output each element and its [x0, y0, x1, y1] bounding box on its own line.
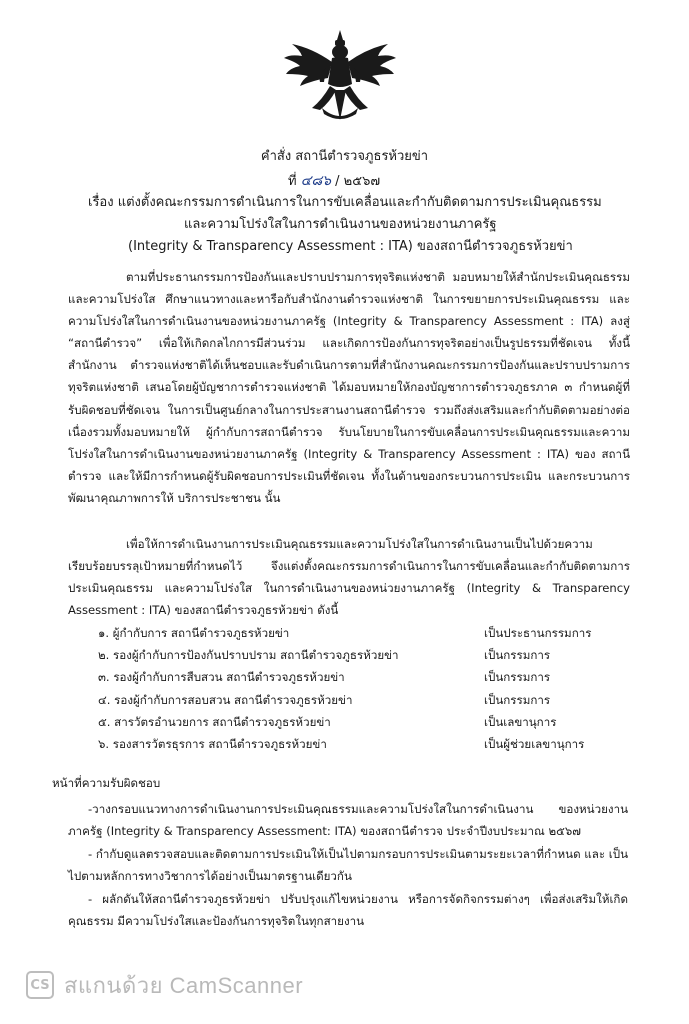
member-role: เป็นกรรมการ	[484, 648, 551, 663]
member-number: ๕.	[98, 714, 111, 729]
duty-item-1-text: -วางกรอบแนวทางการดำเนินงานการประเมินคุณธรรมและความโปร่งใสในการดำเนินงาน ของหน่วยงานภาครัฐ (Integrity & Transparency Assessment: ITA) ของสถานีตำรวจ ประจำปีงบประมาณ ๒๕๖๗	[68, 802, 628, 839]
member-name: รองผู้กำกับการสอบสวน สถานีตำรวจภูธรห้วยข่า	[114, 692, 353, 707]
order-title	[0, 148, 689, 166]
body-paragraph-1	[68, 266, 630, 509]
member-role: เป็นกรรมการ	[484, 670, 551, 685]
member-name: รองผู้กำกับการป้องกันปราบปราม สถานีตำรวจภูธรห้วยข่า	[113, 648, 399, 663]
watermark-prefix: สแกนด้วย	[64, 972, 163, 998]
duties-heading: หน้าที่ความรับผิดชอบ	[52, 776, 161, 790]
list-item	[98, 711, 608, 733]
order-number-suffix: / ๒๕๖๗	[335, 174, 381, 189]
member-number: ๖.	[98, 736, 110, 751]
committee-members-list	[98, 622, 608, 755]
garuda-emblem-icon	[282, 28, 398, 124]
order-number	[288, 170, 380, 192]
member-name: รองผู้กำกับการสืบสวน สถานีตำรวจภูธรห้วยข่า	[113, 670, 345, 685]
subject-line-3: (Integrity & Transparency Assessment : ITA) ของสถานีตำรวจภูธรห้วยข่า	[128, 239, 573, 254]
duty-item-1	[68, 798, 628, 843]
subject-line-1: เรื่อง แต่งตั้งคณะกรรมการดำเนินการในการขับเคลื่อนและกำกับติดตามการประเมินคุณธรรม	[88, 195, 602, 210]
member-number: ๑.	[98, 626, 110, 640]
member-role: เป็นผู้ช่วยเลขานุการ	[484, 736, 585, 751]
subject-block	[88, 192, 608, 258]
order-title-text: คำสั่ง สถานีตำรวจภูธรห้วยข่า	[260, 149, 429, 164]
order-number-prefix: ที่	[288, 174, 297, 189]
member-role: เป็นกรรมการ	[484, 692, 551, 707]
member-name: ผู้กำกับการ สถานีตำรวจภูธรห้วยข่า	[112, 626, 290, 640]
subject-line-2: และความโปร่งใสในการดำเนินงานของหน่วยงานภาครัฐ	[184, 217, 497, 232]
body-paragraph-2-text: เพื่อให้การดำเนินงานการประเมินคุณธรรมและความโปร่งใสในการดำเนินงานเป็นไปด้วยความเรียบร้อยบรรลุเป้าหมายที่กำหนดไว้ จึงแต่งตั้งคณะกรรมการดำเนินการในการขับเคลื่อนและกำกับติดตามการประเมินคุณธรรม และความโปร่งใส ในการดำเนินงานของหน่วยงานภาครัฐ (Integrity & Transparency Assessment : ITA) ของสถานีตำรวจภูธรห้วยข่า ดังนี้	[68, 537, 630, 618]
member-number: ๒.	[98, 648, 110, 663]
camscanner-watermark	[26, 970, 303, 1000]
member-number: ๔.	[98, 692, 111, 707]
camscanner-logo-icon: CS	[26, 971, 54, 999]
body-paragraph-1-text: ตามที่ประธานกรรมการป้องกันและปราบปรามการทุจริตแห่งชาติ มอบหมายให้สำนักประเมินคุณธรรมและความโปร่งใส ศึกษาแนวทางและหารือกับสำนักงานตำรวจแห่งชาติ ในการขยายการประเมินคุณธรรม และความโปร่งใสในการดำเนินงานของหน่วยงานภาครัฐ (Integrity & Transparency Assessment : ITA) ลงสู่ “สถานีตำรวจ” เพื่อให้เกิดกลไกการมีส่วนร่วม และเกิดการป้องกันการทุจริตอย่างเป็นรูปธรรมที่ชัดเจน ทั้งนี้สำนักงาน ตำรวจแห่งชาติได้เห็นชอบและรับดำเนินการตามที่สำนักงานคณะกรรมการป้องกันและปราบปรามการทุจริตแห่งชาติ เสนอโดยผู้บัญชาการตำรวจแห่งชาติ ได้มอบหมายให้กองบัญชาการตำรวจภูธรภาค ๓ กำหนดผู้ที่รับผิดชอบที่ชัดเจน ในการเป็นศูนย์กลางในการประสานงานสถานีตำรวจ รวมถึงส่งเสริมและกำกับติดตามอย่างต่อเนื่องรวมทั้งมอบหมายให้ ผู้กำกับการสถานีตำรวจ รับนโยบายในการขับเคลื่อนการประเมินคุณธรรมและความโปร่งใสในการดำเนินงานของหน่วยงานภาครัฐ (Integrity & Transparency Assessment : ITA) ของ สถานีตำรวจ และให้มีการกำหนดผู้รับผิดชอบการประเมินที่ชัดเจน ทั้งในด้านของกระบวนการประเมิน และกระบวนการพัฒนาคุณภาพการให้ บริการประชาชน นั้น	[68, 270, 630, 505]
order-number-handwritten: ๔๘๖	[300, 173, 332, 189]
list-item	[98, 689, 608, 711]
list-item	[98, 644, 608, 666]
list-item	[98, 733, 608, 755]
member-number: ๓.	[98, 670, 110, 685]
duty-item-3-text: - ผลักดันให้สถานีตำรวจภูธรห้วยข่า ปรับปรุงแก้ไขหน่วยงาน หรือการจัดกิจกรรมต่างๆ เพื่อส่งเสริมให้เกิดคุณธรรม มีความโปร่งใสและป้องกันการทุจริตในทุกสายงาน	[68, 892, 628, 929]
member-name: รองสารวัตรธุรการ สถานีตำรวจภูธรห้วยข่า	[112, 736, 327, 751]
watermark-brand: CamScanner	[169, 972, 304, 998]
body-paragraph-2	[68, 533, 630, 621]
member-name: สารวัตรอำนวยการ สถานีตำรวจภูธรห้วยข่า	[114, 714, 331, 729]
duty-item-2-text: - กำกับดูแลตรวจสอบและติดตามการประเมินให้เป็นไปตามกรอบการประเมินตามระยะเวลาที่กำหนด และ เป็นไปตามหลักการทางวิชาการได้อย่างเป็นมาตรฐานเดียวกัน	[68, 847, 629, 884]
duty-item-3	[68, 888, 628, 933]
member-role: เป็นเลขานุการ	[484, 714, 557, 729]
duty-item-2	[68, 843, 628, 888]
list-item	[98, 666, 608, 688]
watermark-text	[64, 968, 303, 1003]
member-role: เป็นประธานกรรมการ	[484, 626, 592, 640]
list-item	[98, 622, 608, 644]
